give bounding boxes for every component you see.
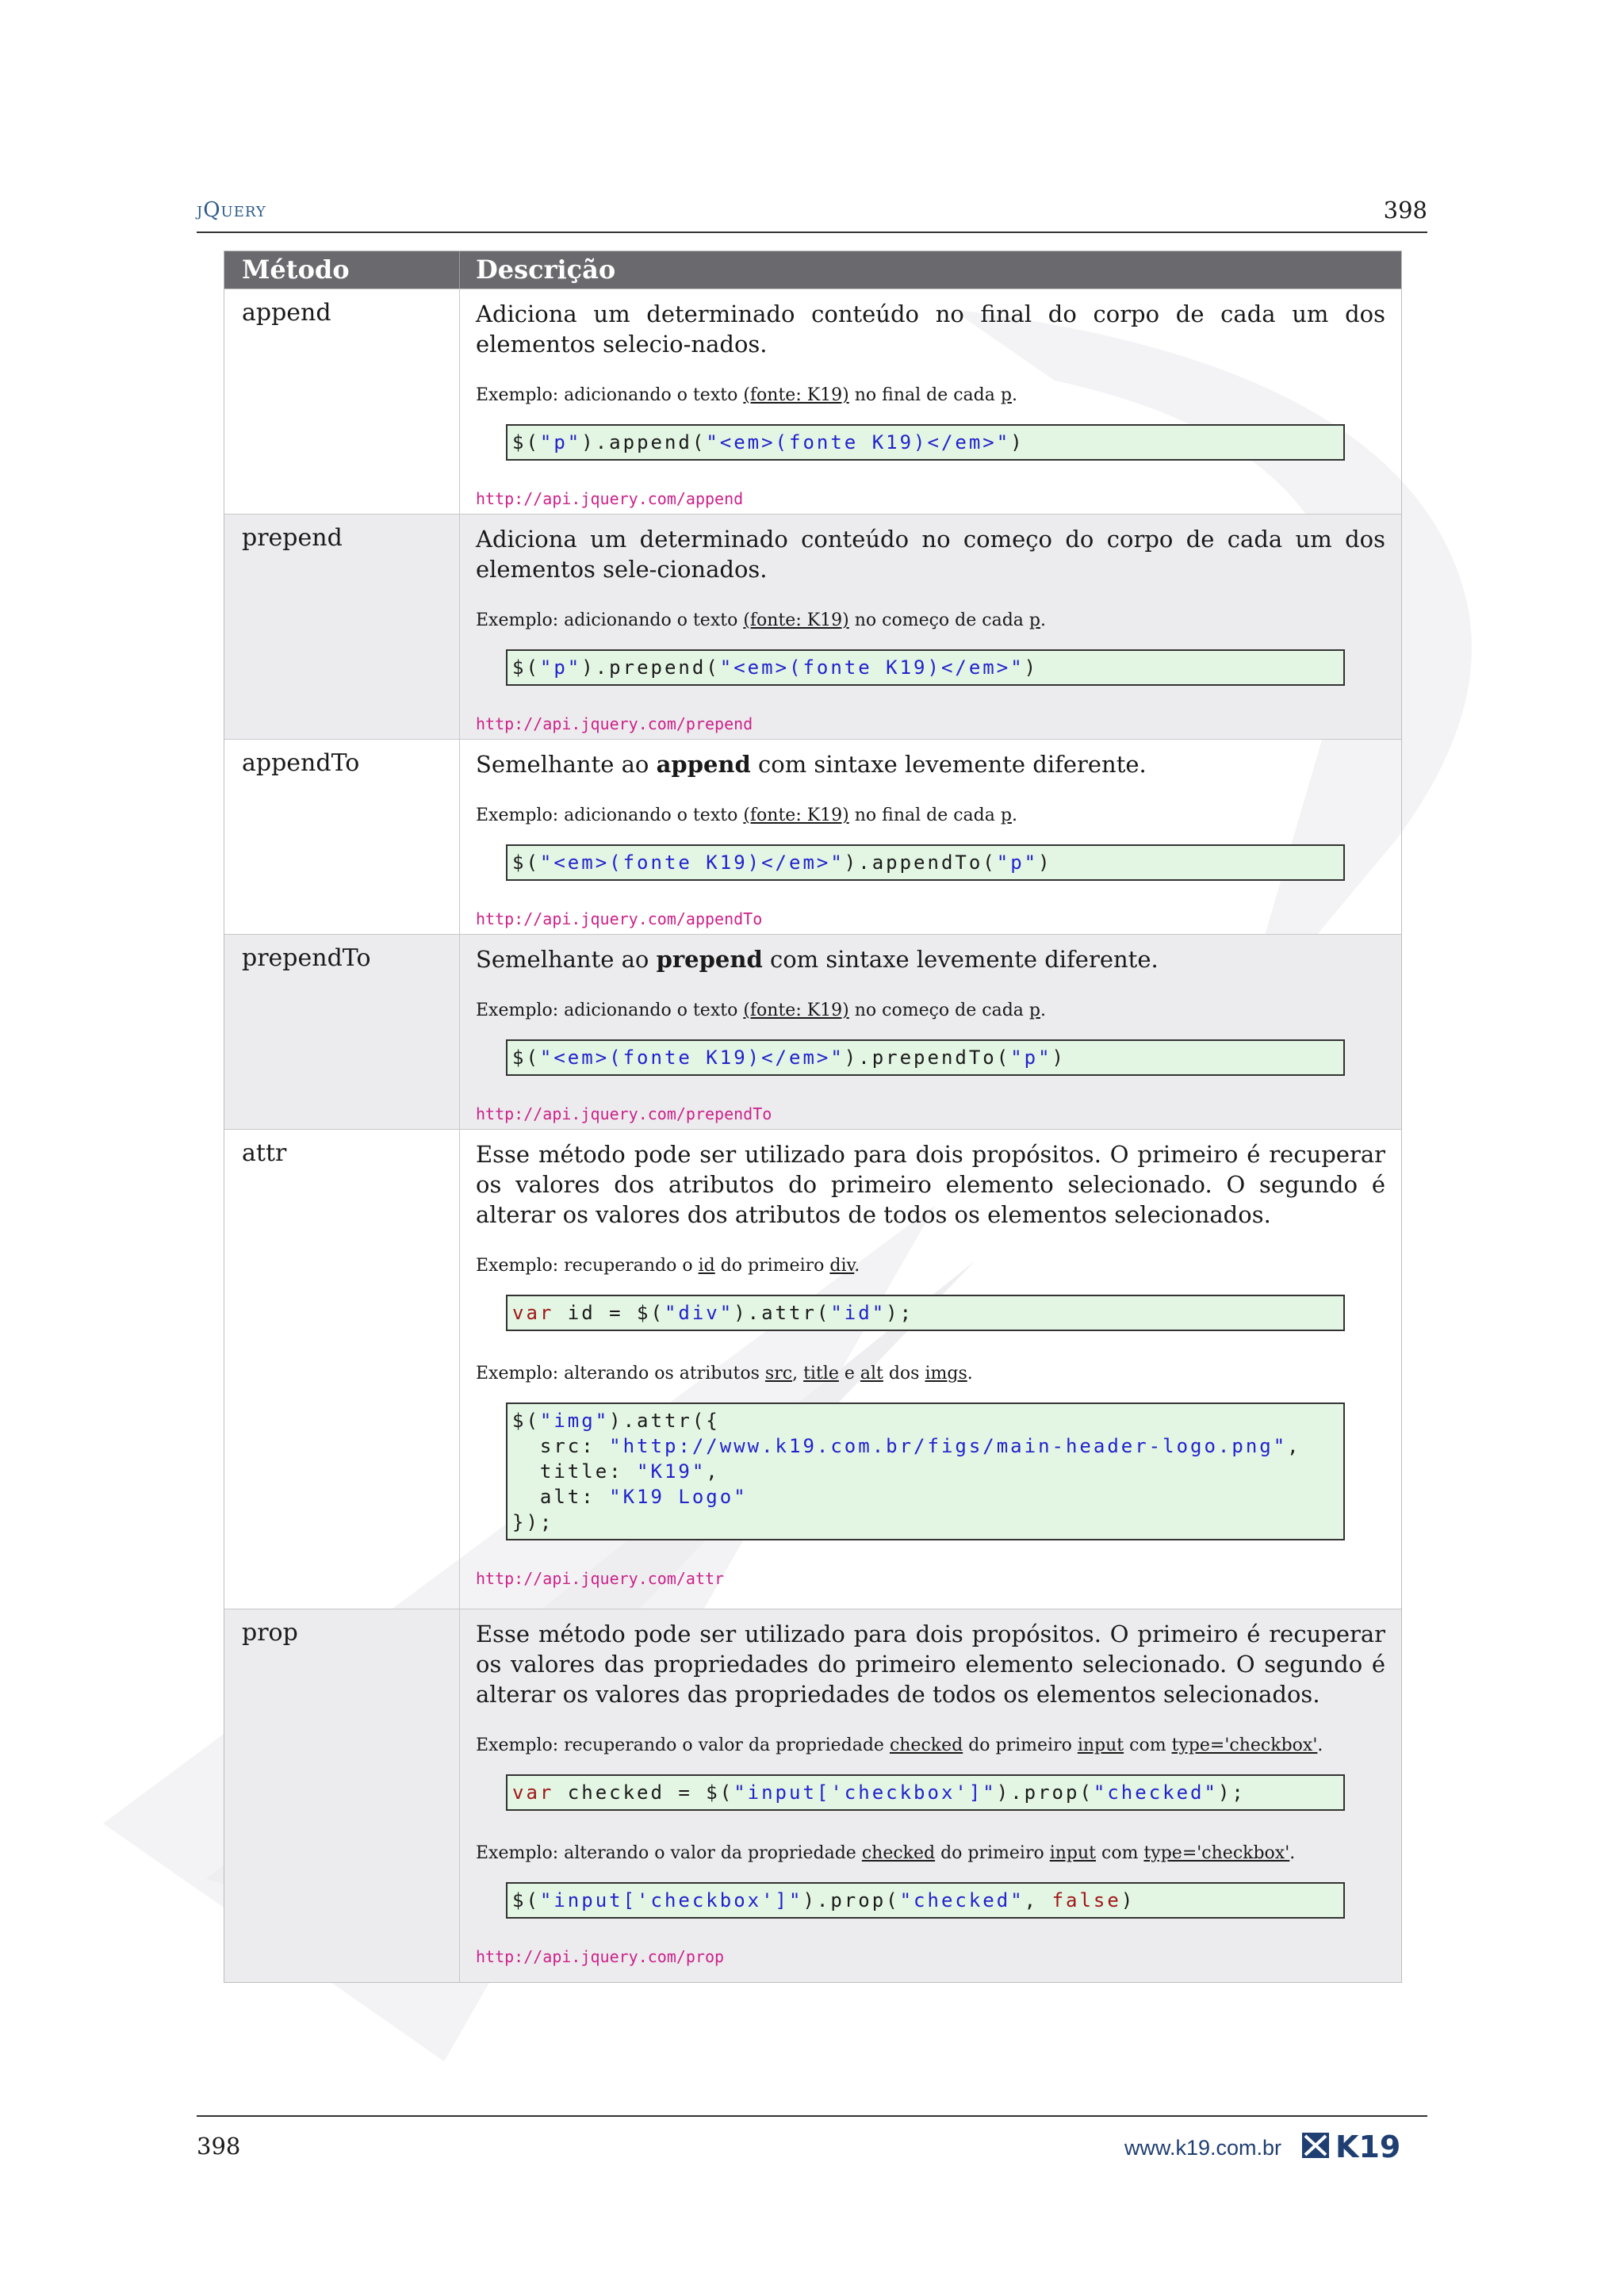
- column-header-description: Descrição: [476, 254, 616, 285]
- api-doc-link[interactable]: http://api.jquery.com/prop: [476, 1947, 725, 1966]
- method-description: Semelhante ao prepend com sintaxe levemente diferente.: [476, 946, 1159, 973]
- code-listing: $("input['checkbox']").prop("checked", false): [506, 1882, 1345, 1919]
- table-row: [224, 934, 1401, 1129]
- code-listing: $("<em>(fonte K19)</em>").prependTo("p"): [506, 1039, 1345, 1076]
- example-caption: Exemplo: adicionando o texto (fonte: K19) no final de cada p.: [476, 806, 1017, 825]
- code-listing: $("img").attr({ src: "http://www.k19.com.br/figs/main-header-logo.png", title: "K19", alt: "K19 Logo" });: [506, 1402, 1345, 1540]
- table-row: [224, 514, 1401, 739]
- code-listing: $("p").append("<em>(fonte K19)</em>"): [506, 424, 1345, 461]
- footer-website-link[interactable]: www.k19.com.br: [1124, 2136, 1281, 2160]
- example-caption: Exemplo: recuperando o id do primeiro div.: [476, 1256, 860, 1276]
- code-listing: var id = $("div").attr("id");: [506, 1295, 1345, 1331]
- running-header: [197, 197, 1427, 233]
- example-caption: Exemplo: alterando os atributos src, title e alt dos imgs.: [476, 1364, 973, 1383]
- table-row: [224, 1609, 1401, 1982]
- method-description-cell: [460, 1609, 1401, 1982]
- method-description: Semelhante ao append com sintaxe levemente diferente.: [476, 751, 1147, 778]
- page-footer: [197, 2115, 1427, 2164]
- table-row: [224, 739, 1401, 934]
- svg-text:K19: K19: [1335, 2130, 1401, 2161]
- table-row: [224, 289, 1401, 514]
- code-listing: var checked = $("input['checkbox']").prop("checked");: [506, 1774, 1345, 1811]
- method-description-cell: [460, 1130, 1401, 1609]
- example-caption: Exemplo: recuperando o valor da propriedade checked do primeiro input com type='checkbox'.: [476, 1735, 1323, 1755]
- method-description-cell: [460, 289, 1401, 514]
- example-caption: Exemplo: adicionando o texto (fonte: K19) no final de cada p.: [476, 385, 1017, 405]
- method-description-cell: [460, 740, 1401, 934]
- method-name: prop: [224, 1609, 460, 1982]
- example-caption: Exemplo: adicionando o texto (fonte: K19) no começo de cada p.: [476, 610, 1046, 630]
- method-description: Adiciona um determinado conteúdo no final do corpo de cada um dos elementos selecio-nados.: [476, 300, 1385, 358]
- example-caption: Exemplo: alterando o valor da propriedade checked do primeiro input com type='checkbox'.: [476, 1843, 1296, 1863]
- method-description-cell: [460, 935, 1401, 1129]
- api-doc-link[interactable]: http://api.jquery.com/prepend: [476, 714, 753, 733]
- method-name: appendTo: [224, 740, 460, 934]
- api-doc-link[interactable]: http://api.jquery.com/appendTo: [476, 909, 763, 928]
- k19-logo: [1300, 2130, 1427, 2161]
- method-description-cell: [460, 515, 1401, 739]
- footer-page-number: 398: [197, 2133, 241, 2160]
- chapter-title: jQuery: [197, 198, 266, 222]
- method-description: Adiciona um determinado conteúdo no começo do corpo de cada um dos elementos sele-cionados.: [476, 526, 1385, 583]
- api-doc-link[interactable]: http://api.jquery.com/append: [476, 489, 744, 508]
- api-doc-link[interactable]: http://api.jquery.com/prependTo: [476, 1104, 772, 1123]
- method-name: prepend: [224, 515, 460, 739]
- api-doc-link[interactable]: http://api.jquery.com/attr: [476, 1569, 725, 1588]
- header-page-number: 398: [1383, 197, 1427, 224]
- code-listing: $("<em>(fonte K19)</em>").appendTo("p"): [506, 844, 1345, 881]
- table-row: [224, 1129, 1401, 1609]
- method-description: Esse método pode ser utilizado para dois propósitos. O primeiro é recuperar os valores das propriedades do primeiro elemento selecionado. O segundo é alterar os valores das propriedades de todos os elementos selecionados.: [476, 1621, 1385, 1708]
- method-name: append: [224, 289, 460, 514]
- code-listing: $("p").prepend("<em>(fonte K19)</em>"): [506, 649, 1345, 686]
- method-description: Esse método pode ser utilizado para dois propósitos. O primeiro é recuperar os valores dos atributos do primeiro elemento selecionado. O segundo é alterar os valores dos atributos de todos os elementos selecionados.: [476, 1141, 1385, 1228]
- method-name: prependTo: [224, 935, 460, 1129]
- methods-table: [224, 251, 1402, 1983]
- example-caption: Exemplo: adicionando o texto (fonte: K19) no começo de cada p.: [476, 1001, 1046, 1020]
- column-header-method: Método: [224, 251, 460, 289]
- table-header: [224, 251, 1401, 289]
- method-name: attr: [224, 1130, 460, 1609]
